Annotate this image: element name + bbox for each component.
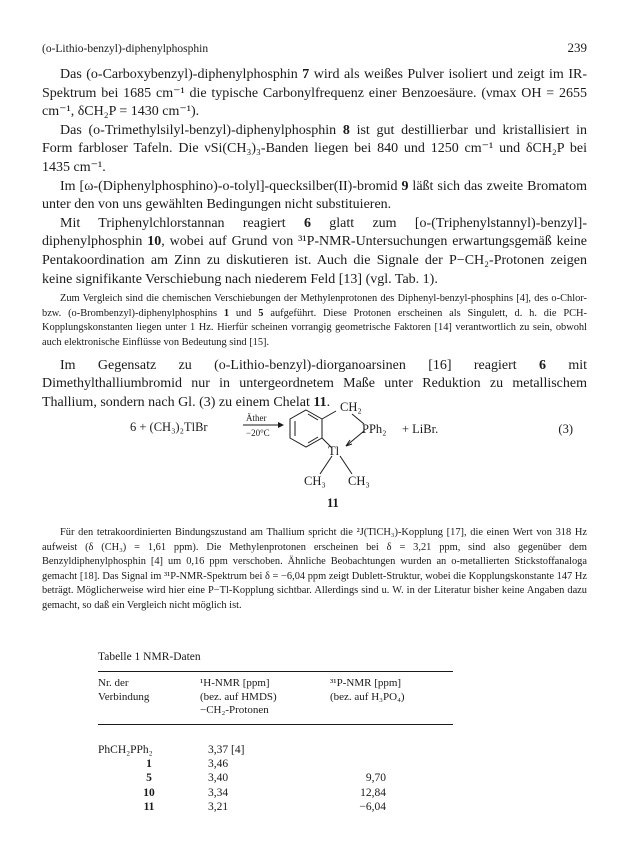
condition-solvent: Äther: [246, 413, 267, 423]
label-methyl-left: CH₃: [304, 474, 326, 488]
table-row: 5 3,40 9,70: [146, 772, 386, 785]
label-pph2: PPh₂: [362, 422, 387, 436]
equation-number: (3): [558, 422, 573, 436]
paragraph-mercury-bromide: Im [ω-(Diphenylphosphino)-o-tolyl]-quecksilber(II)-bromid 9 läßt sich das zweite Bromatom unter den von uns gewählten Bedingungen nicht substituieren.: [42, 178, 587, 213]
header-1h-nmr: ¹H-NMR [ppm] (bez. auf HMDS) −CH₂-Protonen: [200, 677, 277, 716]
header-compound: Nr. der Verbindung: [98, 677, 150, 703]
table-row: 11 3,21 −6,04: [143, 801, 386, 814]
page-header: [42, 40, 587, 58]
note-methylene-shifts: Zum Vergleich sind die chemischen Verschiebungen der Methylenprotonen des Diphenyl-benzyl-phosphins [4], des o-Chlor- bzw. (o-Brombenzyl)-diphenylphosphins 1 und 5 aufgeführt. Diese Protonen erscheinen als Singulett, d. h. die PCH-Kopplungskonstanten liegen unter 1 Hz. Hierfür scheinen vorrangig geometrische Faktoren [14] verantwortlich zu sein, obwohl auch elektronische Einflüsse von Bedeutung sind [15].: [42, 293, 587, 348]
table-row: 10 3,34 12,84: [143, 786, 386, 799]
table-body: [98, 743, 453, 815]
equation-reactants: 6 + (CH₃)₂TlBr: [130, 420, 208, 434]
table-title: Tabelle 1 NMR-Daten: [98, 651, 201, 663]
equation-3: [42, 398, 587, 516]
nmr-table: [98, 651, 453, 815]
body-text-upper: [42, 66, 587, 412]
label-thallium: Tl: [328, 444, 340, 458]
paragraph-carboxybenzyl: Das (o-Carboxybenzyl)-diphenylphosphin 7 wird als weißes Pulver isoliert und zeigt im IR-Spektrum bei 1685 cm⁻¹ die typische Carbonylfrequenz einer Benzoesäure. (νmax OH = 2655 cm⁻¹, δCH₂P = 1430 cm⁻¹).: [42, 67, 587, 120]
note-thallium-coupling: Für den tetrakoordinierten Bindungszustand am Thallium spricht die ²J(TlCH₃)-Kopplung [17], die einen Wert von 318 Hz aufweist (δ (CH₃) = 1,61 ppm). Die Methylenprotonen erscheinen bei δ = 3,21 ppm, sind also gegenüber dem Benzyldiphenylphosphin [4] um 0,16 ppm verschoben. Ähnliche Beobachtungen wurden an o-metallierten Stickstoffanaloga gemacht [18]. Das Signal im ³¹P-NMR-Spektrum bei δ = −6,04 ppm zeigt Dublett-Struktur, wobei die Kopplungskonstante 147 Hz beträgt. Möglicherweise wird hier eine P−Tl-Kopplung sichtbar. Allerdings sind u. W. in der Literatur bisher keine Angaben dazu gemacht, so daß ein Vergleich nicht möglich ist.: [42, 527, 587, 611]
condition-temperature: −20°C: [246, 428, 270, 438]
table-header: [98, 672, 453, 724]
body-text-lower: [42, 526, 587, 614]
header-31p-nmr: ³¹P-NMR [ppm] (bez. auf H₃PO₄): [330, 677, 405, 703]
equation-products: + LiBr.: [402, 422, 439, 436]
label-methyl-right: CH₃: [348, 474, 370, 488]
table-row: PhCH₂PPh₂ 3,37 [4]: [98, 743, 245, 756]
paragraph-trimethylsilyl: Das (o-Trimethylsilyl-benzyl)-diphenylphosphin 8 ist gut destillierbar und kristallisiert in Form farbloser Tafeln. Die νSi(CH₃)₃-Banden liegen bei 840 und 1250 cm⁻¹ und δCH₂P bei 1435 cm⁻¹.: [42, 122, 588, 175]
table-row: 1 3,46: [146, 757, 229, 770]
page-number: 239: [567, 40, 587, 55]
label-ch2: CH₂: [340, 400, 362, 414]
running-head: (o-Lithio-benzyl)-diphenylphosphin: [42, 43, 209, 55]
paragraph-triphenylstannyl: Mit Triphenylchlorstannan reagiert 6 glatt zum [o-(Triphenylstannyl)-benzyl]-diphenylphosphin 10, wobei auf Grund von ³¹P-NMR-Untersuchungen erwartungsgemäß keine Pentakoordination am Zinn zu diskutieren ist. Auch die Signale der P−CH₂-Protonen zeigen keine signifikante Verschiebung nach niederem Feld [13] (vgl. Tab. 1).: [42, 215, 587, 287]
paragraph-thallium: Im Gegensatz zu (o-Lithio-benzyl)-diorganoarsinen [16] reagiert 6 mit Dimethylthalliumbromid nur in untergeordnetem Maße unter Reduktion zu metallischem Thallium, sondern nach Gl. (3) zu einem Chelat 11.: [42, 357, 587, 410]
table-rule-mid: [98, 724, 453, 725]
compound-label: 11: [327, 496, 339, 510]
